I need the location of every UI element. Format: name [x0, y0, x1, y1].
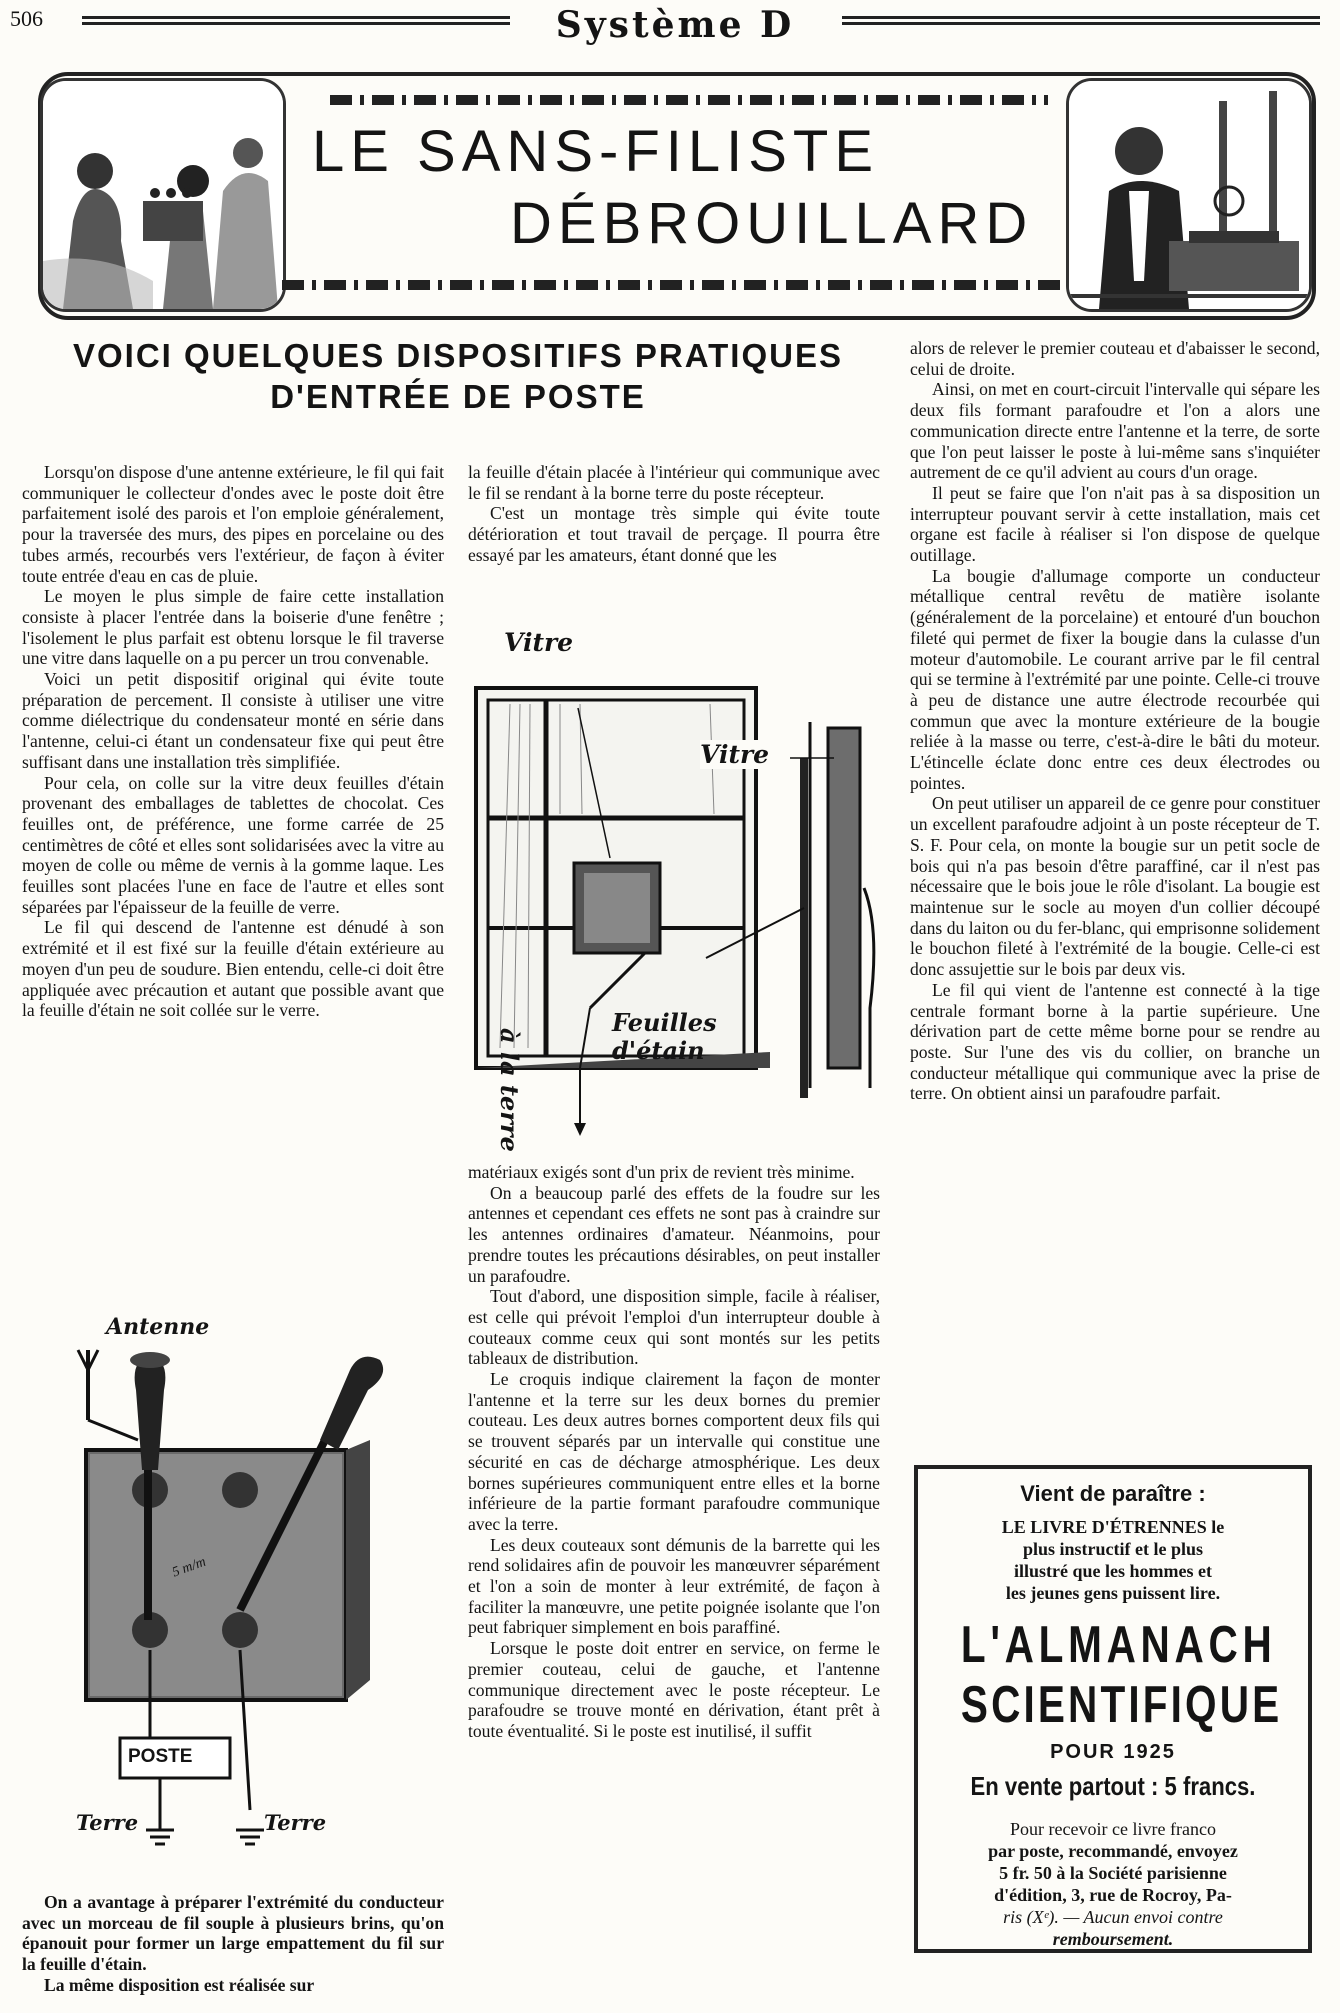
column-2-top-text [468, 462, 880, 566]
ad-order: remboursement. [1052, 1929, 1174, 1949]
paragraph: alors de relever le premier couteau et d'abaisser le second, celui de droite. [910, 338, 1320, 379]
ad-order: Pour recevoir ce livre franco [1010, 1819, 1216, 1839]
ad-line: illustré que les hommes et [1014, 1561, 1212, 1581]
paragraph: Le fil qui vient de l'antenne est connecté à la tige centrale formant borne à la partie supérieure. Une dérivation part de cette même borne pour se rendre au poste. Sur l'une des vis du collier, on branche un conducteur métallique qui communique avec la prise de terre. On obtient ainsi un parafoudre parfait. [910, 979, 1320, 1104]
ad-order: d'édition, 3, rue de Rocroy, Pa- [994, 1885, 1232, 1905]
paragraph: Voici un petit dispositif original qui évite toute préparation de percement. Il consiste à utiliser une vitre comme diélectrique du condensateur monté en série dans l'antenne, celui-ci étant un condensateur fixe qui peut être suffisant dans une installation très simplifiée. [22, 669, 444, 772]
ad-line: LE LIVRE D'ÉTRENNES le [1001, 1517, 1225, 1537]
figure-knife-switch-lightning-arrester [50, 1310, 450, 1870]
column-3-text [910, 338, 1320, 1104]
banner-title-line1: LE SANS-FILISTE [312, 119, 880, 184]
paragraph: Les deux couteaux sont démunis de la barrette qui les rend solidaires afin de pouvoir les manœuvrer séparément et l'on a soin de monter à leur extrémité, de façon à faciliter la manœuvre, une petite poignée isolante que l'on peut fabriquer simplement en bois paraffiné. [468, 1534, 880, 1638]
paragraph: la feuille d'étain placée à l'intérieur qui communique avec le fil se rendant à la borne terre du poste récepteur. [468, 462, 880, 503]
banner-title-line2: DÉBROUILLARD [510, 191, 1034, 256]
label-etain: d'étain [612, 1036, 705, 1065]
ad-order: par poste, recommandé, envoyez [988, 1841, 1238, 1861]
column-2-bottom-text [468, 1162, 880, 1742]
column-1-text [22, 462, 444, 1021]
paragraph: Pour cela, on colle sur la vitre deux feuilles d'étain provenant des emballages de tablettes de chocolat. Ces feuilles ont, de préférence, une forme carrée de 25 centimètres de côté et elles sont solidarisées avec la vitre au moyen de colle ou même de vernis à la gomme laque. Les feuilles sont placées l'une en face de l'autre et elles sont séparées par l'épaisseur de la feuille de verre. [22, 772, 444, 917]
ad-price: En vente partout : 5 francs. [970, 1771, 1256, 1801]
paragraph: matériaux exigés sont d'un prix de revient très minime. [468, 1162, 855, 1182]
article-headline [28, 335, 888, 418]
article-title-line1: VOICI QUELQUES DISPOSITIFS PRATIQUES [73, 337, 843, 374]
label-terre-right: Terre [264, 1810, 327, 1835]
label-poste: POSTE [128, 1746, 193, 1767]
label-vitre-1: Vitre [504, 628, 574, 657]
paragraph: C'est un montage très simple qui évite toute détérioration et tout travail de perçage. Il pourra être essayé par les amateurs, étant donné que les [468, 503, 880, 565]
paragraph: Lorsqu'on dispose d'une antenne extérieure, le fil qui fait communiquer le collecteur d'ondes avec le poste doit être parfaitement isolé des parois et l'on emploie généralement, pour la traversée des murs, des pipes en porcelaine ou des tubes armés, recourbés vers l'extérieur, de façon à éviter toute entrée d'eau en cas de pluie. [22, 462, 444, 586]
ad-order: ris (Xᵉ). — Aucun envoi contre [1003, 1907, 1223, 1927]
advertisement-box [914, 1465, 1312, 1953]
label-vitre-2: Vitre [700, 740, 770, 769]
paragraph: Le moyen le plus simple de faire cette installation consiste à placer l'entrée dans la boiserie d'une fenêtre ; l'isolement le plus parfait est obtenu lorsque le fil traverse une vitre dans laquelle on a pu percer un trou convenable. [22, 586, 444, 669]
ad-order: 5 fr. 50 à la Société parisienne [999, 1863, 1227, 1883]
banner-dotted-rule-bottom [282, 280, 1060, 290]
ad-line: plus instructif et le plus [1022, 1539, 1204, 1559]
paragraph: On peut utiliser un appareil de ce genre pour constituer un excellent parafoudre adjoint à un poste récepteur de T. S. F. Pour cela, on monte la bougie sur un petit socle de bois qui n'a pas besoin d'être paraffiné, car il n'est pas nécessaire que le bois joue le rôle d'isolant. La bougie est maintenue sur le socle au moyen d'un collier découpé dans du laiton ou du fer-blanc, qui emprisonne solidement le bouchon fileté à l'extrémité de la bougie. Celle-ci est donc assujettie sur le bois par deux vis. [910, 793, 1320, 980]
banner-dotted-rule-top [330, 95, 1048, 105]
paragraph: Le croquis indique clairement la façon de monter l'antenne et la terre sur les deux bornes du premier couteau. Les deux autres bornes comportent deux fils qui se trouvent séparés par un intervalle qui constitue une sécurité en cas de décharge atmosphérique. Les deux bornes supérieures communiquent entre elles et la borne inférieure de la partie formant parafoudre communique avec la terre. [468, 1369, 880, 1534]
page-number: 506 [10, 6, 43, 31]
ad-intro: Vient de paraître : [1020, 1481, 1206, 1506]
header-rule-left [82, 16, 510, 25]
label-gap: 5 m/m [170, 1554, 208, 1581]
paragraph: On a avantage à préparer l'extrémité du conducteur avec un morceau de fil souple à plusieurs brins, qu'on épanouit pour former un large empattement du fil sur la feuille d'étain. [22, 1892, 444, 1975]
label-feuilles: Feuilles [612, 1008, 717, 1037]
illustration-radio-listeners [40, 78, 286, 312]
paragraph: Lorsque le poste doit entrer en service, on ferme le premier couteau, celui de gauche, et l'antenne communique directement avec le poste récepteur. Le parafoudre se trouve monté en dérivation, étant prêt à toute éventualité. Si le poste est inutilisé, il suffit [468, 1638, 880, 1741]
label-a-la-terre: à la terre [495, 1028, 524, 1152]
label-terre-left: Terre [76, 1810, 139, 1835]
ad-line: les jeunes gens puissent lire. [1005, 1583, 1221, 1603]
figure-window-pane-condenser [470, 628, 890, 1152]
paragraph: La bougie d'allumage comporte un conducteur métallique central revêtu de matière isolante (généralement de la porcelaine) et entouré d'un bouchon fileté qui permet de fixer la bougie dans la culasse d'un moteur d'automobile. Le courant arrive par le fil central qui se termine à l'extrémité par une pointe. Celle-ci trouve à peu de distance une autre électrode recourbée qui commun que avec la monture extérieure de la bougie reliée à la masse ou terre, c'est-à-dire le bâti du moteur. L'étincelle éclate donc entre ces deux électrodes ou pointes. [910, 565, 1320, 793]
paragraph: Ainsi, on met en court-circuit l'intervalle qui sépare les deux fils formant parafoudre et l'on a alors une communication directe entre l'antenne et la terre, de sorte que l'on peut laisser le poste à lui-même sans s'inquiéter autrement de ce qu'il advient au cours d'un orage. [910, 379, 1320, 483]
ad-title-line2: SCIENTIFIQUE [960, 1676, 1283, 1734]
article-title-line2: D'ENTRÉE DE POSTE [270, 378, 646, 416]
column-1-bottom-text [22, 1892, 444, 1996]
paragraph: On a beaucoup parlé des effets de la foudre sur les antennes et cependant ces effets ne sont pas à craindre sur les antennes ordinaires d'amateur. Néanmoins, pour prendre toutes les précautions désirables, on peut installer un parafoudre. [468, 1182, 880, 1286]
paragraph: Le fil qui descend de l'antenne est dénudé à son extrémité et il est fixé sur la feuille d'étain extérieure au moyen d'un peu de soudure. Bien entendu, celle-ci doit être appliquée avec précaution et autant que possible avant que la feuille d'étain ne soit collée sur le verre. [22, 917, 444, 1021]
label-antenne: Antenne [106, 1314, 210, 1340]
ad-title-line1: L'ALMANACH [960, 1616, 1277, 1674]
ad-year: POUR 1925 [1050, 1741, 1176, 1763]
paragraph: Il peut se faire que l'on n'ait pas à sa disposition un interrupteur pouvant servir à cette installation, mais cet organe est facile à réaliser si l'on dispose de quelque outillage. [910, 482, 1320, 566]
header-rule-right [842, 16, 1320, 25]
illustration-radio-operator [1066, 78, 1312, 312]
paragraph: La même disposition est réalisée sur [44, 1974, 315, 1995]
paragraph: Tout d'abord, une disposition simple, facile à réaliser, est celle qui prévoit l'emploi d'un interrupteur double à couteaux comme ceux qui sont montés sur les petits tableaux de distribution. [468, 1286, 880, 1369]
magazine-title: Système D [555, 4, 795, 46]
